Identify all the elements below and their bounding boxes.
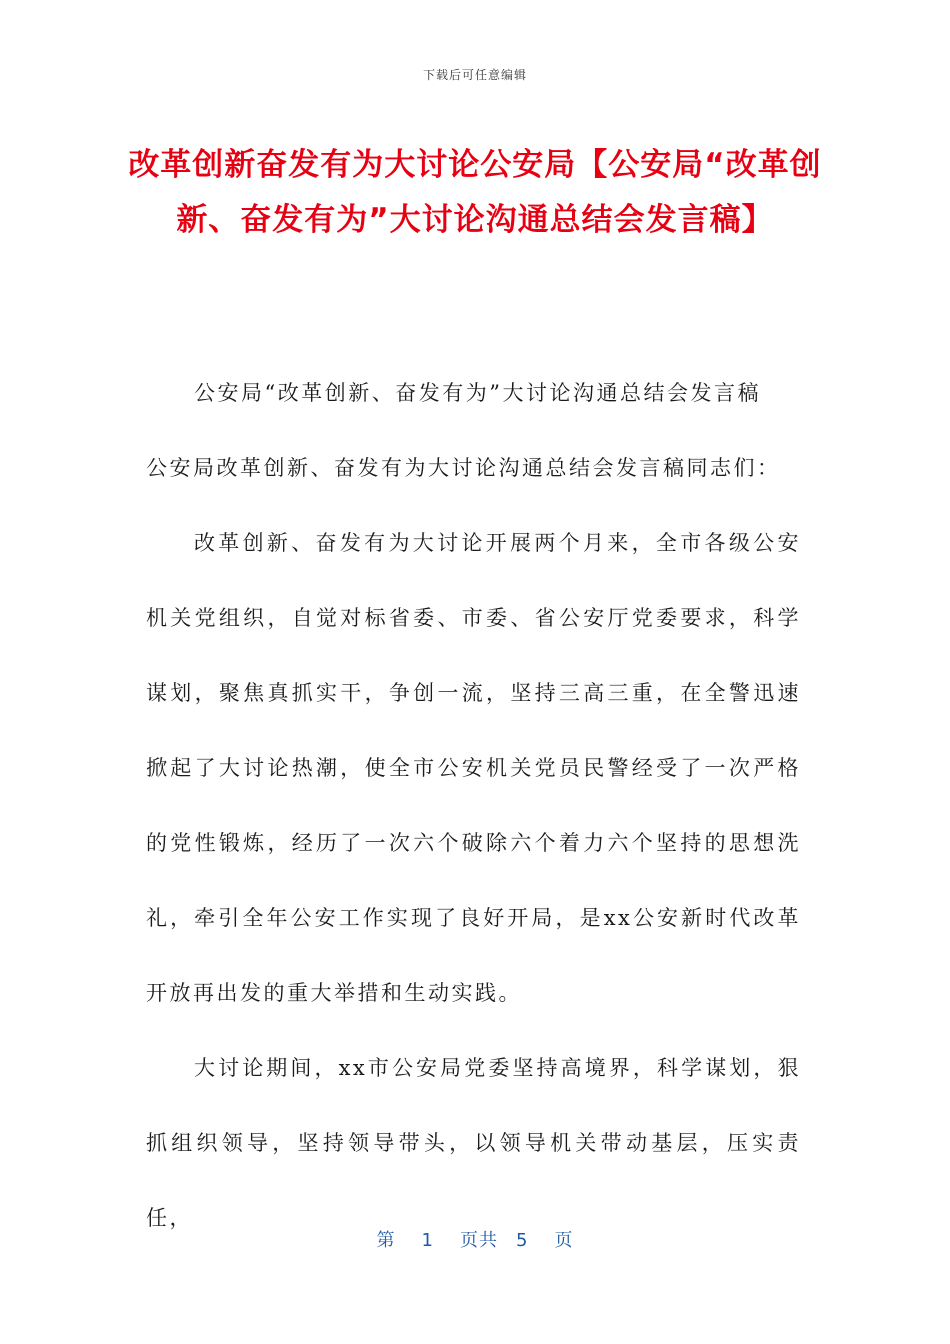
document-body [146, 356, 801, 1256]
paragraph-body: 大讨论期间，xx市公安局党委坚持高境界，科学谋划，狠抓组织领导，坚持领导带头，以领导机关带动基层，压实责任， [146, 1056, 801, 1230]
document-title: 改革创新奋发有为大讨论公安局【公安局“改革创新、奋发有为”大讨论沟通总结会发言稿】 [128, 147, 822, 238]
paragraph-salutation: 公安局改革创新、奋发有为大讨论沟通总结会发言稿同志们： [146, 456, 781, 480]
page-footer [0, 1226, 950, 1252]
page-current: 1 [421, 1230, 434, 1251]
page-total: 5 [516, 1230, 529, 1251]
page-prefix: 第 [376, 1230, 396, 1251]
page-middle: 页共 [460, 1230, 498, 1251]
header-note: 下载后可任意编辑 [422, 68, 527, 82]
page-suffix: 页 [554, 1230, 574, 1251]
paragraph-subtitle: 公安局“改革创新、奋发有为”大讨论沟通总结会发言稿 [194, 381, 761, 405]
paragraph-body: 改革创新、奋发有为大讨论开展两个月来，全市各级公安机关党组织，自觉对标省委、市委、省公安厅党委要求，科学谋划，聚焦真抓实干，争创一流，坚持三高三重，在全警迅速掀起了大讨论热潮，使全市公安机关党员民警经受了一次严格的党性锻炼，经历了一次六个破除六个着力六个坚持的思想洗礼，牵引全年公安工作实现了良好开局，是xx公安新时代改革开放再出发的重大举措和生动实践。 [146, 531, 801, 1005]
